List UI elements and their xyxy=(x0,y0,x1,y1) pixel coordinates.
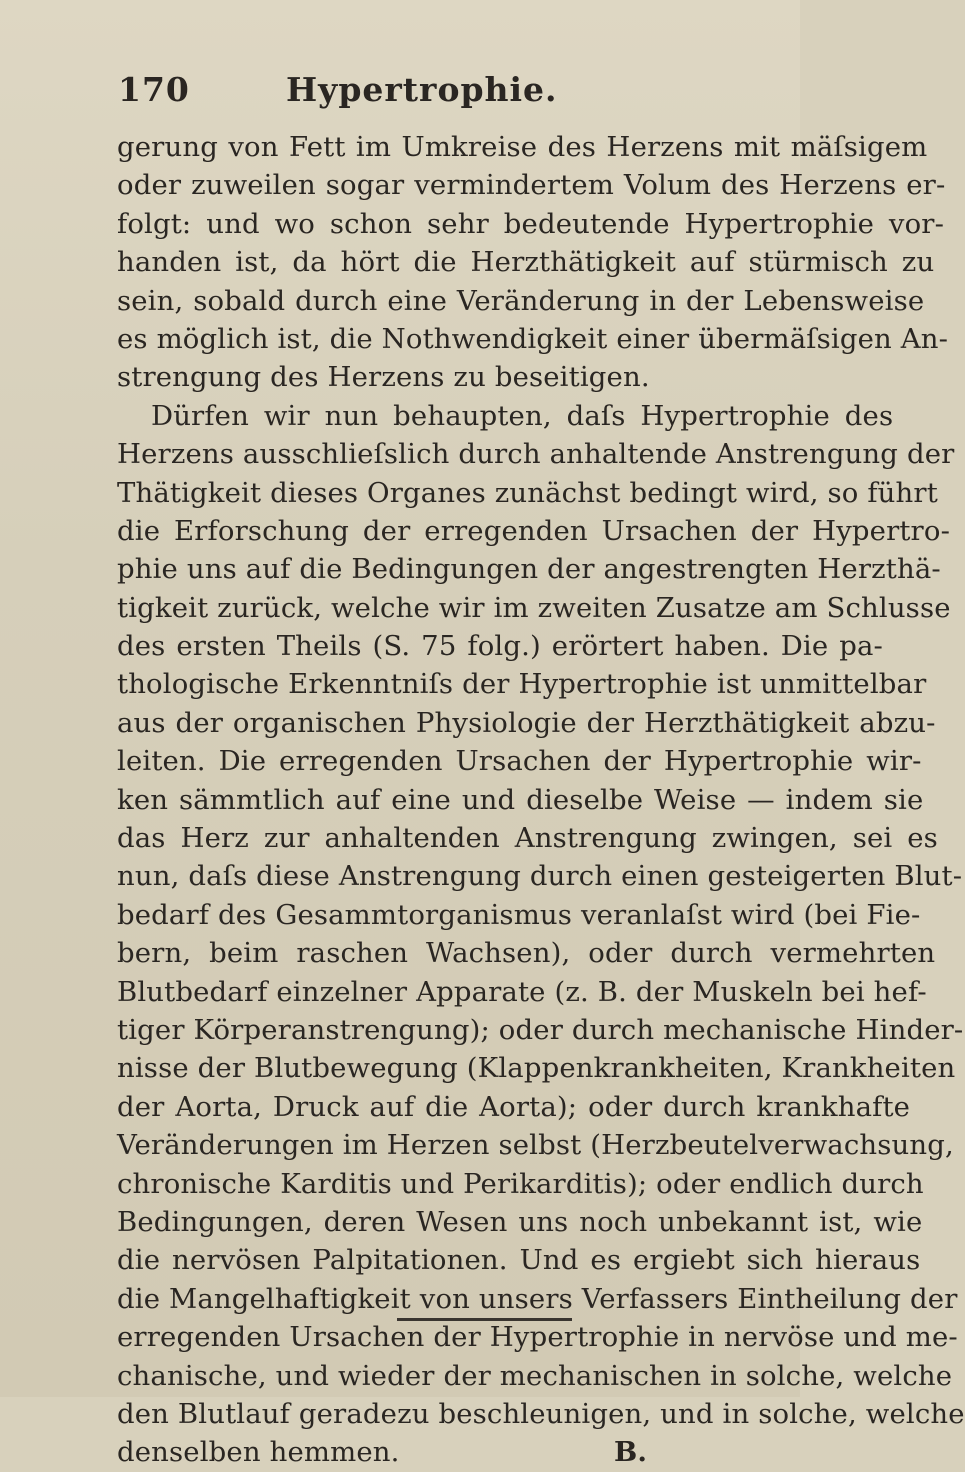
text-line: Blutbedarf einzelner Apparate (z. B. der Muskeln bei hef- xyxy=(117,975,927,1008)
text-line: sein, sobald durch eine Veränderung in der Lebensweise xyxy=(117,284,925,317)
text-line: chronische Karditis und Perikarditis); oder endlich durch xyxy=(117,1167,924,1200)
text-line: folgt: und wo schon sehr bedeutende Hypertrophie vor- xyxy=(117,207,945,240)
text-line: strengung des Herzens zu beseitigen. xyxy=(117,361,650,394)
text-line: des ersten Theils (S. 75 folg.) erörtert haben. Die pa- xyxy=(117,630,883,663)
text-line: den Blutlauf geradezu beschleunigen, und in solche, welche xyxy=(117,1397,965,1430)
final-line-text: denselben hemmen. xyxy=(117,1436,400,1469)
text-line: Thätigkeit dieses Organes zunächst bedingt wird, so führt xyxy=(117,476,938,509)
body-text xyxy=(117,128,965,1472)
text-line: Herzens ausschlieſslich durch anhaltende Anstrengung der xyxy=(117,438,955,471)
text-line: Bedingungen, deren Wesen uns noch unbekannt ist, wie xyxy=(117,1205,923,1238)
text-line: bedarf des Gesammtorganismus veranlaſst wird (bei Fie- xyxy=(117,898,921,931)
page-header xyxy=(118,70,758,114)
paragraph-start-line: Dürfen wir nun behaupten, daſs Hypertrophie des xyxy=(151,399,894,432)
text-line: das Herz zur anhaltenden Anstrengung zwingen, sei es xyxy=(117,822,938,855)
signature: B. xyxy=(614,1436,648,1469)
text-line: die Mangelhaftigkeit von unsers Verfassers Eintheilung der xyxy=(117,1282,958,1315)
text-line: nun, daſs diese Anstrengung durch einen gesteigerten Blut- xyxy=(117,860,963,893)
text-line: die Erforschung der erregenden Ursachen der Hypertro- xyxy=(117,514,951,547)
text-line: der Aorta, Druck auf die Aorta); oder durch krankhafte xyxy=(117,1090,911,1123)
text-line: ken sämmtlich auf eine und dieselbe Weise — indem sie xyxy=(117,783,924,816)
text-line: tigkeit zurück, welche wir im zweiten Zusatze am Schlusse xyxy=(117,591,951,624)
page-number: 170 xyxy=(118,70,190,109)
text-line: aus der organischen Physiologie der Herzthätigkeit abzu- xyxy=(117,706,936,739)
closing-rule xyxy=(397,1318,572,1321)
text-line: es möglich ist, die Nothwendigkeit einer übermäſsigen An- xyxy=(117,322,949,355)
text-line: die nervösen Palpitationen. Und es ergiebt sich hieraus xyxy=(117,1244,921,1277)
text-line: phie uns auf die Bedingungen der angestrengten Herzthä- xyxy=(117,553,941,586)
final-line xyxy=(117,1433,777,1471)
text-line: gerung von Fett im Umkreise des Herzens mit mäſsigem xyxy=(117,131,928,163)
text-line: thologische Erkenntniſs der Hypertrophie ist unmittelbar xyxy=(117,668,927,701)
text-line: erregenden Ursachen der Hypertrophie in nervöse und me- xyxy=(117,1321,958,1354)
text-line: oder zuweilen sogar vermindertem Volum des Herzens er- xyxy=(117,169,946,202)
running-title: Hypertrophie. xyxy=(286,70,558,109)
text-line: chanische, und wieder der mechanischen in solche, welche xyxy=(117,1359,953,1392)
text-line: nisse der Blutbewegung (Klappenkrankheiten, Krankheiten xyxy=(117,1052,956,1085)
text-line: tiger Körperanstrengung); oder durch mechanische Hinder- xyxy=(117,1013,964,1046)
text-line: leiten. Die erregenden Ursachen der Hypertrophie wir- xyxy=(117,745,922,778)
text-line: Veränderungen im Herzen selbst (Herzbeutelverwachsung, xyxy=(117,1129,954,1162)
text-line: bern, beim raschen Wachsen), oder durch vermehrten xyxy=(117,937,936,970)
text-line: handen ist, da hört die Herzthätigkeit auf stürmisch zu xyxy=(117,246,935,279)
